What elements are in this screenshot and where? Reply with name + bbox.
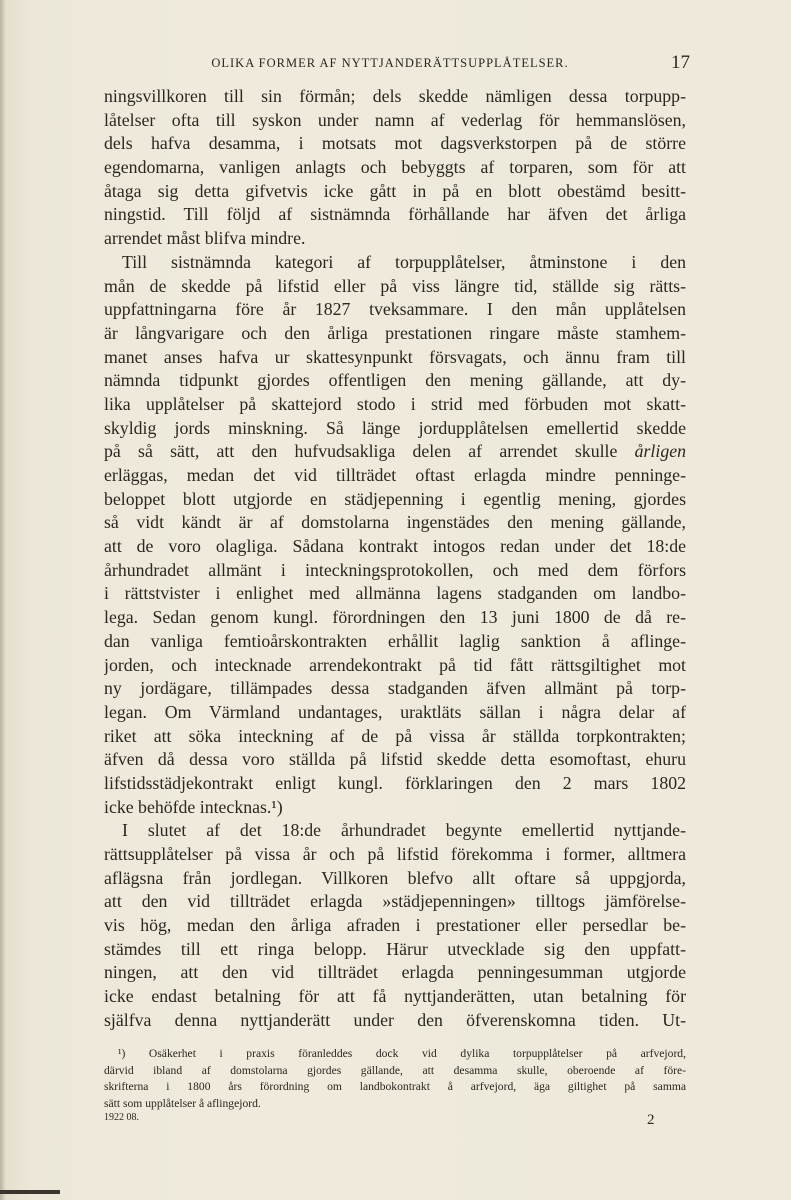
page-number: 17 xyxy=(671,52,690,73)
text-line: aflägsna från jordlegan. Villkoren blefvo allt oftare så uppgjorda, xyxy=(104,867,686,888)
text-line: dels hafva desamma, i motsats mot dagsverkstorpen på de större xyxy=(104,133,686,154)
page-edge-mark xyxy=(0,1190,60,1194)
text-line: legan. Om Värmland undantages, uraktläts sällan i några delar af xyxy=(104,701,686,722)
text-line: låtelser ofta till syskon under namn af vederlag för hemmanslösen, xyxy=(104,109,686,130)
footnote-line: därvid ibland af domstolarna gjordes gällande, att desamma skulle, oberoende af före- xyxy=(104,1063,686,1077)
running-title: OLIKA FORMER AF NYTTJANDERÄTTSUPPLÅTELSER. xyxy=(211,56,569,70)
text-line: lika upplåtelser på skattejord stodo i strid med förbuden mot skatt- xyxy=(104,393,686,414)
text-line: egendomarna, vanligen anlagts och bebyggts af torparen, som för att xyxy=(104,157,686,178)
text-line: ny jordägare, tillämpades dessa stadganden äfven allmänt på torp- xyxy=(104,678,686,699)
text-line: mån de skedde på lifstid eller på viss längre tid, ställde sig rätts- xyxy=(104,275,686,296)
text-line: lifstidsstädjekontrakt enligt kungl. förklaringen den 2 mars 1802 xyxy=(104,772,686,793)
text-line: erläggas, medan det vid tillträdet oftast erlagda mindre penninge- xyxy=(104,465,686,485)
text-line: själfva denna nyttjanderätt under den öfverenskomna tiden. Ut- xyxy=(104,1009,686,1030)
text-line: lega. Sedan genom kungl. förordningen den 13 juni 1800 de då re- xyxy=(104,607,686,628)
text-line: manet anses hafva ur skattesynpunkt försvagats, och ännu fram till xyxy=(104,346,686,367)
text-line: I slutet af det 18:de århundradet begynte emellertid nyttjande- xyxy=(122,820,686,841)
text-line: stämdes till ett ringa belopp. Härur utvecklade sig den uppfatt- xyxy=(104,938,686,959)
text-line: ningen, att den vid tillträdet erlagda penningesumman utgjorde xyxy=(104,962,686,983)
text-line: arrendet måst blifva mindre. xyxy=(104,228,306,249)
text-line: åtaga sig detta gifvetvis icke gått in på en blott obestämd besitt- xyxy=(104,180,686,201)
text-line: att den vid tillträdet erlagda »städjepenningen» tilltogs jämförelse- xyxy=(104,891,686,912)
text-line: dan vanliga femtioårskontrakten erhållit laglig sanktion å aflinge- xyxy=(104,630,686,651)
text-line: nämnda tidpunkt gjordes offentligen den mening gällande, att dy- xyxy=(104,370,686,391)
text-line: beloppet blott utgjorde en städjepenning i egentlig mening, gjordes xyxy=(104,488,686,509)
text-line: att de voro olagliga. Sådana kontrakt intogos redan under det 18:de xyxy=(104,536,686,557)
text-line: riket att söka inteckning af de på vissa år ställda torpkontrakten; xyxy=(104,725,686,746)
text-line-part: på så sätt, att den hufvudsakliga delen af arrendet skulle xyxy=(104,441,635,462)
text-line: uppfattningarna före år 1827 tveksammare. I den mån upplåtelsen xyxy=(104,299,686,320)
text-line: ningsvillkoren till sin förmån; dels skedde nämligen dessa torpupp- xyxy=(104,86,686,106)
running-head xyxy=(100,52,690,76)
text-line: så vidt kändt är af domstolarna ingenstädes den mening gällande, xyxy=(104,512,686,533)
page-spine-shadow xyxy=(0,0,6,1200)
body-text xyxy=(104,85,686,1033)
text-line: rättsupplåtelser på vissa år och på lifstid förekomma i former, alltmera xyxy=(104,844,686,864)
footnote-line: skrifterna i 1800 års förordning om landbokontrakt å arfvejord, äga giltighet på samma xyxy=(104,1080,686,1093)
text-line: icke behöfde intecknas.¹) xyxy=(104,796,283,817)
text-line xyxy=(104,440,686,464)
text-line: Till sistnämnda kategori af torpupplåtelser, åtminstone i den xyxy=(122,251,686,272)
text-line: ningstid. Till följd af sistnämnda förhållande har äfven det årliga xyxy=(104,204,686,225)
text-line: icke endast betalning för att få nyttjanderätten, utan betalning för xyxy=(104,986,686,1007)
text-line: vis hög, medan den årliga afraden i prestationer eller persedlar be- xyxy=(104,915,686,936)
italic-word: årligen xyxy=(634,441,686,462)
text-line: äfven då dessa voro ställda på lifstid skedde detta esomoftast, ehuru xyxy=(104,749,686,770)
sheet-number: 2 xyxy=(647,1112,655,1128)
text-line: jorden, och intecknade arrendekontrakt på tid fått rättsgiltighet mot xyxy=(104,654,686,675)
text-line: skyldig jords minskning. Så länge jordupplåtelsen emellertid skedde xyxy=(104,417,686,438)
text-line: århundradet allmänt i inteckningsprotokollen, och med dem förfors xyxy=(104,559,686,580)
text-line: i rättstvister i enlighet med allmänna lagens stadganden om landbo- xyxy=(104,583,686,604)
footnote-line: ¹) Osäkerhet i praxis föranleddes dock vid dylika torpupplåtelser på arfvejord, xyxy=(118,1047,686,1060)
footnotes xyxy=(104,1046,686,1112)
text-line: är långvarigare och den årliga prestationen ringare måste stamhem- xyxy=(104,322,686,343)
footnote-line: sätt som upplåtelser å aflingejord. xyxy=(104,1096,261,1110)
printer-signature: 1922 08. xyxy=(104,1112,139,1123)
